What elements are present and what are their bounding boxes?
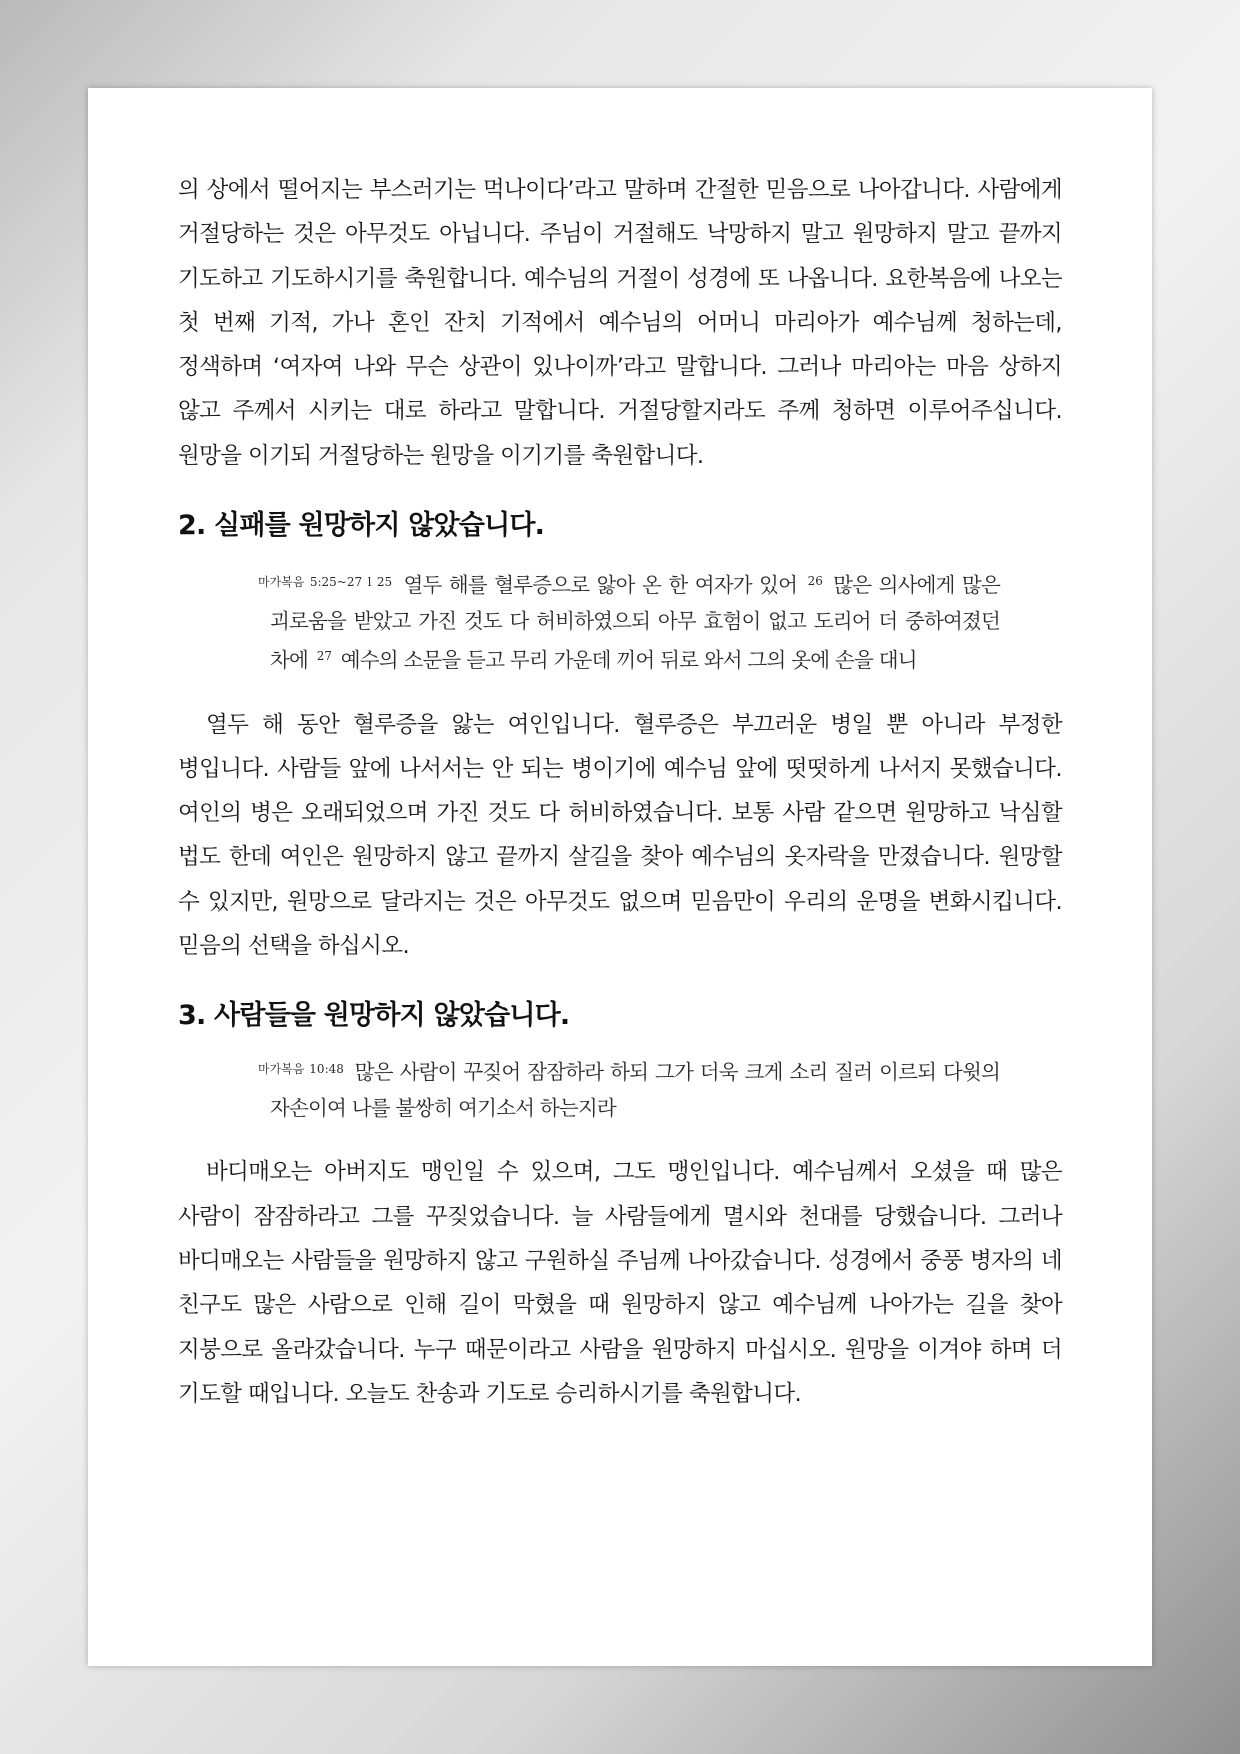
scripture-text-part-3: 예수의 소문을 듣고 무리 가운데 끼어 뒤로 와서 그의 옷에 손을 대니	[340, 648, 917, 673]
scripture-reference: 마가복음 5:25~27 l 25	[258, 575, 393, 590]
scripture-text-part-2: 많은 의사에게 많은 괴로움을 받았고 가진 것도 다 허비하였으되 아무 효험이 없고 도리어 더 중하여졌던 차에	[270, 573, 1000, 673]
scripture-reference: 마가복음 10:48	[258, 1062, 344, 1077]
verse-number-26: 26	[807, 574, 823, 589]
section-heading-2: 2. 실패를 원망하지 않았습니다.	[178, 510, 545, 542]
scripture-text: 많은 사람이 꾸짖어 잠잠하라 하되 그가 더욱 크게 소리 질러 이르되 다윗의 자손이여 나를 불쌍히 여기소서 하는지라	[270, 1060, 1000, 1120]
scripture-text-part-1: 열두 해를 혈루증으로 앓아 온 한 여자가 있어	[403, 573, 798, 598]
document-page	[88, 88, 1152, 1666]
body-paragraph-3: 바디매오는 아버지도 맹인일 수 있으며, 그도 맹인입니다. 예수님께서 오셨을 때 많은 사람이 잠잠하라고 그를 꾸짖었습니다. 늘 사람들에게 멸시와 천대를 당했습니다. 그러나 바디매오는 사람들을 원망하지 않고 구원하실 주님께 나아갔습니다. 성경에서 중풍 병자의 네 친구도 많은 사람으로 인해 길이 막혔을 때 원망하지 않고 예수님께 나아가는 길을 찾아 지붕으로 올라갔습니다. 누구 때문이라고 사람을 원망하지 마십시오. 원망을 이겨야 하며 더 기도할 때입니다. 오늘도 찬송과 기도로 승리하시기를 축원합니다.	[178, 1159, 1062, 1407]
section-heading-3: 3. 사람들을 원망하지 않았습니다.	[178, 1000, 570, 1032]
body-paragraph-1: 의 상에서 떨어지는 부스러기는 먹나이다’라고 말하며 간절한 믿음으로 나아갑니다. 사람에게 거절당하는 것은 아무것도 아닙니다. 주님이 거절해도 낙망하지 말고 원망하지 말고 끝까지 기도하고 기도하시기를 축원합니다. 예수님의 거절이 성경에 또 나옵니다. 요한복음에 나오는 첫 번째 기적, 가나 혼인 잔치 기적에서 예수님의 어머니 마리아가 예수님께 청하는데, 정색하며 ‘여자여 나와 무슨 상관이 있나이까’라고 말합니다. 그러나 마리아는 마음 상하지 않고 주께서 시키는 대로 하라고 말합니다. 거절당할지라도 주께 청하면 이루어주십니다. 원망을 이기되 거절당하는 원망을 이기기를 축원합니다.	[178, 177, 1062, 469]
page-content	[178, 168, 1062, 1416]
verse-number-27: 27	[316, 649, 333, 664]
scripture-quote-1	[258, 564, 1000, 679]
body-paragraph-2: 열두 해 동안 혈루증을 앓는 여인입니다. 혈루증은 부끄러운 병일 뿐 아니라 부정한 병입니다. 사람들 앞에 나서서는 안 되는 병이기에 예수님 앞에 떳떳하게 나서지 못했습니다. 여인의 병은 오래되었으며 가진 것도 다 허비하였습니다. 보통 사람 같으면 원망하고 낙심할 법도 한데 여인은 원망하지 않고 끝까지 살길을 찾아 예수님의 옷자락을 만졌습니다. 원망할 수 있지만, 원망으로 달라지는 것은 아무것도 없으며 믿음만이 우리의 운명을 변화시킵니다. 믿음의 선택을 하십시오.	[178, 711, 1062, 960]
scripture-quote-2	[258, 1052, 1000, 1126]
